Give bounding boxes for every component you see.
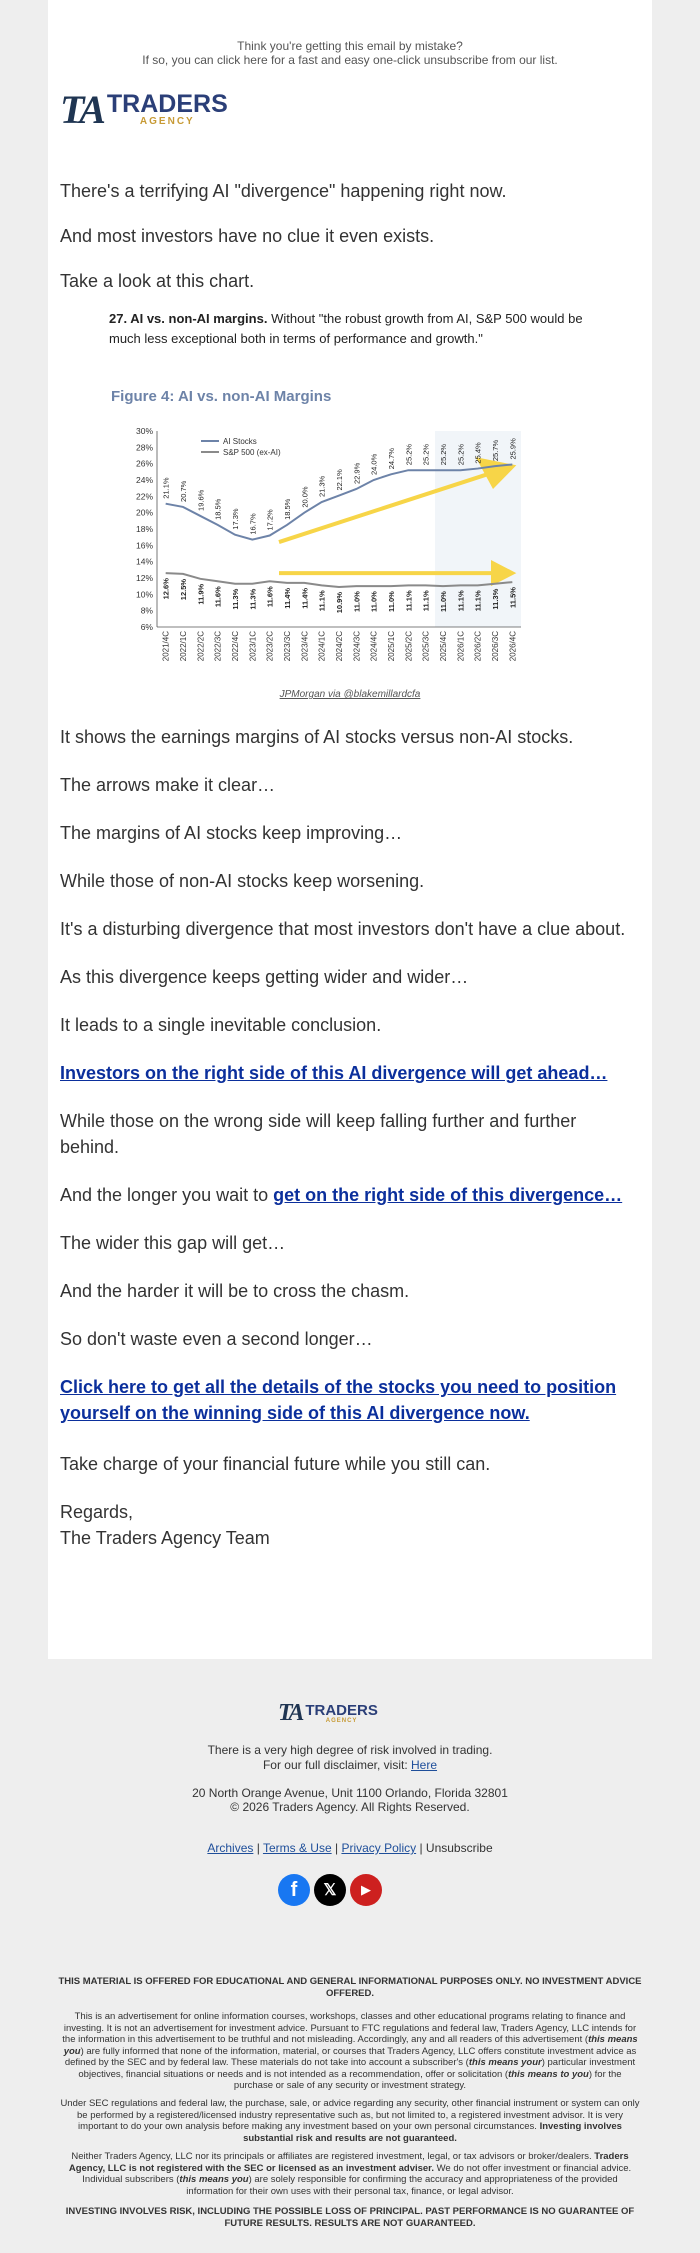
x-tick-label: 2022/2C (196, 631, 206, 662)
legend-label: AI Stocks (223, 437, 257, 446)
data-label: 18.5% (213, 498, 223, 520)
data-label: 11.3% (491, 588, 500, 610)
body-paragraph: And the harder it will be to cross the chasm. (60, 1281, 410, 1301)
data-label: 11.0% (387, 591, 396, 613)
data-label: 24.7% (387, 448, 396, 470)
body-paragraph: It shows the earnings margins of AI stocks versus non-AI stocks. (60, 727, 574, 747)
brand-logo[interactable] (60, 86, 228, 133)
y-tick-label: 8% (140, 605, 153, 616)
y-tick-label: 10% (135, 589, 153, 600)
x-icon[interactable]: 𝕏 (314, 1874, 346, 1906)
y-tick-label: 12% (135, 573, 153, 583)
data-label: 24.0% (369, 453, 379, 475)
x-tick-label: 2025/3C (421, 631, 431, 662)
x-tick-label: 2023/2C (265, 631, 275, 662)
x-tick-label: 2023/1C (248, 631, 258, 662)
body-paragraph: Take a look at this chart. (60, 271, 255, 291)
legal-paragraph-1: This is an advertisement for online information courses, workshops, classes and other educational programs relating to finance and investing. It is not an advertisement for investment advice. Pursuant to FTC regulations and federal law, Traders Agency, LLC intends for the information in this advertisement to be truthful and not misleading. Accordingly, any and all readers of this advertisement (this means you) are fully informed that none of the information, material, or courses that Traders Agency, LLC offers constitute investment advice as defined by the SEC and by federal law. These materials do not take into account a subscriber's (this means your) particular investment objectives, financial situations or needs and is not intended as a recommendation, offer or solicitation (this means to you) for the purchase or sale of any security or investment strategy. (62, 2011, 638, 2091)
y-tick-label: 18% (135, 524, 153, 534)
data-label: 17.3% (231, 508, 240, 530)
data-label: 18.5% (283, 498, 292, 520)
body-paragraph: The wider this gap will get… (60, 1233, 286, 1253)
youtube-icon[interactable]: ▶ (350, 1874, 382, 1906)
body-paragraph: It's a disturbing divergence that most investors don't have a clue about. (60, 919, 626, 939)
x-tick-label: 2024/1C (317, 631, 327, 662)
copyright: © 2026 Traders Agency. All Rights Reserved. (230, 1800, 470, 1814)
y-tick-label: 6% (140, 622, 153, 632)
sign-off: Regards, (60, 1502, 134, 1522)
x-tick-label: 2026/1C (456, 631, 466, 662)
data-label: 11.1% (404, 590, 414, 612)
data-label: 25.9% (508, 438, 518, 460)
data-label: 11.3% (231, 588, 240, 610)
data-label: 11.0% (352, 591, 362, 613)
data-label: 11.1% (473, 590, 483, 612)
logo-name: TRADERS (305, 1702, 378, 1719)
terms-link[interactable]: Terms & Use (262, 1841, 332, 1855)
data-label: 20.7% (179, 480, 188, 502)
footer-links: Archives | Terms & Use | Privacy Policy | Unsubscribe (207, 1841, 493, 1855)
data-label: 25.2% (404, 443, 414, 466)
body-paragraph: And the longer you wait to get on the right side of this divergence… (60, 1185, 623, 1205)
x-tick-label: 2025/2C (404, 631, 414, 662)
body-paragraph: As this divergence keeps getting wider and wider… (60, 967, 469, 987)
data-label: 11.1% (456, 590, 466, 612)
chart-caption: 27. AI vs. non-AI margins. Without "the robust growth from AI, S&P 500 would be much less exceptional both in terms of performance and growth." (109, 311, 583, 346)
data-label: 11.4% (300, 587, 310, 609)
preheader-line-1: Think you're getting this email by mistake? (237, 39, 463, 53)
data-label: 11.5% (508, 587, 518, 608)
address: 20 North Orange Avenue, Unit 1100 Orlando, Florida 32801 (192, 1786, 508, 1800)
data-label: 11.3% (248, 588, 258, 610)
y-tick-label: 24% (135, 475, 153, 485)
x-tick-label: 2022/1C (179, 631, 188, 662)
legal-final: INVESTING INVOLVES RISK, INCLUDING THE POSSIBLE LOSS OF PRINCIPAL. PAST PERFORMANCE IS NO GUARANTEE OF FUTURE RESULTS. RESULTS ARE NOT GUARANTEED. (65, 2206, 635, 2229)
x-tick-label: 2022/3C (213, 631, 223, 662)
privacy-link[interactable]: Privacy Policy (341, 1841, 417, 1855)
cta-link-3[interactable]: Click here to get all the details of the stocks you need to position yourself on the winning side of this AI divergence now. (60, 1377, 617, 1423)
x-tick-label: 2021/4C (161, 631, 171, 662)
x-tick-label: 2024/2C (335, 631, 344, 662)
body-paragraph: It leads to a single inevitable conclusion. (60, 1015, 382, 1035)
disclaimer-link[interactable]: Here (411, 1758, 438, 1772)
data-label: 21.1% (161, 477, 171, 499)
y-tick-label: 16% (135, 540, 153, 551)
x-tick-label: 2024/3C (352, 631, 362, 662)
data-label: 22.9% (352, 462, 362, 484)
body-paragraph: While those of non-AI stocks keep worsening. (60, 871, 425, 891)
x-tick-label: 2022/4C (231, 631, 240, 662)
unsubscribe-link[interactable]: If so, you can click here for a fast and easy one-click unsubscribe from our list. (142, 53, 558, 67)
facebook-icon[interactable]: f (278, 1874, 310, 1906)
data-label: 16.7% (248, 513, 258, 535)
data-label: 11.6% (213, 586, 223, 608)
data-label: 11.4% (283, 587, 292, 609)
x-tick-label: 2023/3C (283, 631, 292, 662)
unsubscribe-link[interactable]: Unsubscribe (425, 1841, 493, 1855)
y-tick-label: 30% (135, 426, 153, 436)
x-tick-label: 2025/4C (439, 631, 448, 662)
logo-sub: AGENCY (325, 1718, 358, 1724)
data-label: 17.2% (265, 509, 275, 531)
data-label: 21.3% (317, 475, 327, 498)
cta-link-1[interactable]: Investors on the right side of this AI divergence will get ahead… (60, 1063, 608, 1083)
legal-heading: THIS MATERIAL IS OFFERED FOR EDUCATIONAL AND GENERAL INFORMATIONAL PURPOSES ONLY. NO INVESTMENT ADVICE OFFERED. (58, 1976, 642, 1999)
data-label: 19.6% (196, 489, 206, 511)
x-tick-label: 2024/4C (369, 631, 379, 662)
data-label: 11.1% (317, 590, 327, 612)
data-label: 11.6% (265, 586, 275, 608)
data-label: 25.7% (491, 439, 500, 462)
logo-mark: TA (278, 1700, 302, 1726)
footer-logo[interactable] (278, 1700, 378, 1727)
logo-mark: TA (60, 87, 103, 132)
legal-paragraph-3: Neither Traders Agency, LLC nor its principals or affiliates are registered investment, legal, or tax advisors or broker/dealers. Traders Agency, LLC is not registered with the SEC or licensed as an investment adviser. We do not offer investment or financial advice. Individual subscribers (this means you) are solely responsible for confirming the accuracy and appropriateness of the provided information for their own uses with their personal tax, finance, or legal advisor. (68, 2151, 632, 2197)
data-label: 25.2% (456, 443, 466, 466)
y-tick-label: 26% (135, 458, 153, 469)
x-tick-label: 2026/4C (508, 631, 518, 662)
data-label: 25.2% (439, 443, 448, 466)
chart-source[interactable]: JPMorgan via @blakemillardcfa (279, 689, 421, 700)
body-paragraph: There's a terrifying AI "divergence" happening right now. (60, 181, 507, 201)
risk-note: There is a very high degree of risk involved in trading. (207, 1743, 493, 1757)
legend-label: S&P 500 (ex-AI) (223, 448, 281, 457)
ai-margins-chart (105, 379, 545, 679)
y-tick-label: 14% (135, 556, 153, 567)
data-label: 20.0% (300, 486, 310, 508)
y-tick-label: 20% (135, 507, 153, 518)
data-label: 22.1% (335, 469, 344, 491)
data-label: 11.0% (369, 591, 379, 613)
body-paragraph: While those on the wrong side will keep falling further and further behind. (60, 1111, 577, 1157)
disclaimer-line: For our full disclaimer, visit: Here (262, 1758, 438, 1772)
x-tick-label: 2026/2C (473, 631, 483, 662)
body-paragraph: Take charge of your financial future while you still can. (60, 1454, 491, 1474)
body-paragraph: The arrows make it clear… (60, 775, 276, 795)
body-paragraph: So don't waste even a second longer… (60, 1329, 373, 1349)
logo-name: TRADERS (106, 90, 228, 118)
data-label: 11.0% (439, 591, 448, 613)
data-label: 10.9% (335, 591, 344, 614)
logo-sub: AGENCY (139, 116, 195, 127)
body-paragraph: And most investors have no clue it even exists. (60, 226, 435, 246)
chart-title: Figure 4: AI vs. non-AI Margins (111, 388, 332, 405)
y-tick-label: 22% (135, 491, 153, 502)
data-label: 25.4% (473, 442, 483, 464)
archives-link[interactable]: Archives (207, 1841, 254, 1855)
data-label: 25.2% (421, 443, 431, 466)
legal-paragraph-2: Under SEC regulations and federal law, the purchase, sale, or advice regarding any security, other financial instrument or system can only be performed by a registered/licensed industry representative such as, but not limited to, a registered investment advisor. It is very important to do your own analysis before making any investment based on your own personal circumstances. Investing involves substantial risk and results are not guaranteed. (60, 2098, 640, 2144)
data-label: 12.5% (179, 578, 188, 601)
x-tick-label: 2026/3C (491, 631, 500, 662)
y-tick-label: 28% (135, 442, 153, 453)
data-label: 11.9% (196, 583, 206, 605)
body-paragraph: The margins of AI stocks keep improving… (60, 823, 403, 843)
data-label: 11.1% (421, 590, 431, 612)
x-tick-label: 2023/4C (300, 631, 310, 662)
x-tick-label: 2025/1C (387, 631, 396, 662)
data-label: 12.6% (161, 578, 171, 600)
sign-off-team: The Traders Agency Team (60, 1528, 270, 1548)
cta-link-2[interactable]: get on the right side of this divergence… (273, 1185, 623, 1205)
